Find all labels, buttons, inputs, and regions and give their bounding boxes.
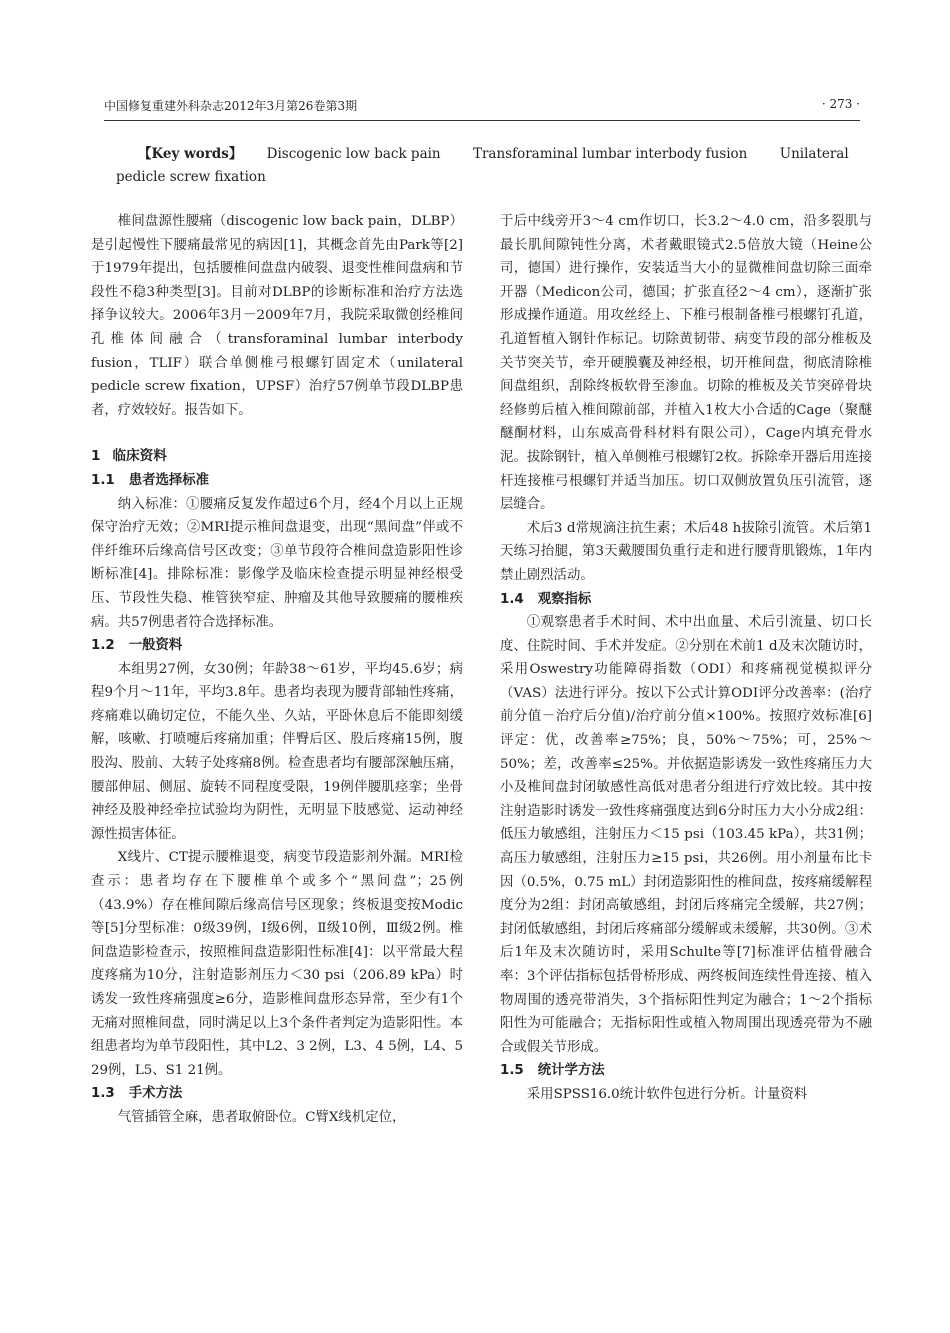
subsection-number: 1.2 (91, 638, 115, 654)
section-title: 临床资料 (112, 448, 167, 465)
body-paragraph: 纳入标准：①腰痛反复发作超过6个月，经4个月以上正规保守治疗无效；②MRI提示椎间盘退变，出现“黑间盘”伴或不伴纤维环后缘高信号区改变；③单节段符合椎间盘造影阳性诊断标准[4]。排除标准：影像学及临床检查提示明显神经根受压、节段性失稳、椎管狭窄症、肿瘤及其他导致腰痛的腰椎疾病。共57例患者符合选择标准。 (91, 496, 463, 630)
subsection-number: 1.1 (91, 472, 115, 488)
running-header (104, 97, 860, 117)
subsection-number: 1.5 (500, 1063, 524, 1079)
subsection-heading (91, 1082, 463, 1106)
subsection-heading (500, 588, 872, 612)
subsection-title: 一般资料 (128, 637, 183, 654)
body-paragraph: X线片、CT提示腰椎退变，病变节段造影剂外漏。MRI检查示：患者均存在下腰椎单个或多个“黑间盘”；25例（43.9%）存在椎间隙后缘高信号区现象；终板退变按Modic等[5]分型标准：0级39例，Ⅰ级6例，Ⅱ级10例，Ⅲ级2例。椎间盘造影检查示，按照椎间盘造影阳性标准[4]：以平常最大程度疼痛为10分，注射造影剂压力＜30 psi（206.89 kPa）时诱发一致性疼痛强度≥6分，造影椎间盘形态异常，至少有1个无痛对照椎间盘，同时满足以上3个条件者判定为造影阳性。本组患者均为单节段阳性，其中L2、3 2例，L3、4 5例，L4、5 29例，L5、S1 21例。 (91, 850, 463, 1078)
subsection-title: 统计学方法 (537, 1062, 605, 1079)
subsection-number: 1.4 (500, 591, 524, 607)
keyword-item: Unilateral pedicle screw fixation (116, 146, 849, 185)
subsection-heading (500, 1059, 872, 1083)
page-number: · 273 · (821, 97, 860, 111)
body-paragraph: 本组男27例，女30例；年龄38～61岁，平均45.6岁；病程9个月～11年，平均3.8年。患者均表现为腰背部轴性疼痛，疼痛难以确切定位，不能久坐、久站，平卧休息后不能即刻缓解，咳嗽、打喷嚏后疼痛加重；伴臀后区、股后疼痛15例，腹股沟、股前、大转子处疼痛8例。检查患者均有腰部深触压痛，腰部伸屈、侧屈、旋转不同程度受限，19例伴腰肌痉挛；坐骨神经及股神经牵拉试验均为阴性，无明显下肢感觉、运动神经源性损害体征。 (91, 661, 463, 842)
subsection-heading (91, 634, 463, 658)
left-column (91, 210, 463, 1130)
subsection-title: 观察指标 (537, 590, 592, 607)
subsection-heading (91, 469, 463, 493)
body-paragraph: 术后3 d常规滴注抗生素；术后48 h拔除引流管。术后第1天练习抬腿，第3天戴腰围负重行走和进行腰背肌锻炼，1年内禁止剧烈活动。 (500, 520, 872, 583)
subsection-title: 患者选择标准 (128, 471, 210, 488)
body-paragraph: 于后中线旁开3～4 cm作切口，长3.2～4.0 cm，沿多裂肌与最长肌间隙钝性分离，术者戴眼镜式2.5倍放大镜（Heine公司，德国）进行操作，安装适当大小的显微椎间盘切除三面牵开器（Medicon公司，德国；扩张直径2～4 cm），逐渐扩张形成操作通道。用攻丝经上、下椎弓根制备椎弓根螺钉孔道，孔道暂植入钢针作标记。切除黄韧带、病变节段的部分椎板及关节突关节，牵开硬膜囊及神经根，切开椎间盘，彻底清除椎间盘组织，刮除终板软骨至渗血。切除的椎板及关节突碎骨块经修剪后植入椎间隙前部，并植入1枚大小合适的Cage（聚醚醚酮材料，山东威高骨科材料有限公司），Cage内填充骨水泥。拔除钢针，植入单侧椎弓根螺钉2枚。拆除牵开器后用连接杆连接椎弓根螺钉并适当加压。切口双侧放置负压引流管，逐层缝合。 (500, 214, 872, 513)
intro-paragraph: 椎间盘源性腰痛（discogenic low back pain，DLBP）是引起慢性下腰痛最常见的病因[1]，其概念首先由Park等[2]于1979年提出，包括腰椎间盘盘内破裂、退变性椎间盘病和节段性不稳3种类型[3]。目前对DLBP的诊断标准和治疗方法选择争议较大。2006年3月－2009年7月，我院采取微创经椎间孔椎体间融合（transforaminal lumbar interbody fusion，TLIF）联合单侧椎弓根螺钉固定术（unilateral pedicle screw fixation，UPSF）治疗57例单节段DLBP患者，疗效较好。报告如下。 (91, 214, 463, 418)
keyword-item: Discogenic low back pain (266, 146, 441, 162)
header-rule (104, 120, 860, 121)
journal-title: 中国修复重建外科杂志2012年3月第26卷第3期 (104, 99, 358, 113)
body-paragraph: 采用SPSS16.0统计软件包进行分析。计量资料 (526, 1086, 808, 1102)
keyword-item: Transforaminal lumbar interbody fusion (472, 146, 748, 162)
section-heading (91, 445, 463, 469)
keywords-block (116, 143, 856, 189)
body-paragraph: 气管插管全麻，患者取俯卧位。C臂X线机定位， (117, 1109, 406, 1125)
keywords-label: 【Key words】 (138, 146, 243, 162)
section-number: 1 (91, 448, 101, 465)
right-column (500, 210, 872, 1107)
subsection-number: 1.3 (91, 1086, 115, 1102)
subsection-title: 手术方法 (128, 1085, 183, 1102)
body-paragraph: ①观察患者手术时间、术中出血量、术后引流量、切口长度、住院时间、手术并发症。②分别在术前1 d及末次随访时，采用Oswestry功能障碍指数（ODI）和疼痛视觉模拟评分（VAS）法进行评分。按以下公式计算ODI评分改善率：(治疗前分值－治疗后分值)/治疗前分值×100%。按照疗效标准[6]评定：优，改善率≥75%；良，50%～75%；可，25%～50%；差，改善率≤25%。并依据造影诱发一致性疼痛压力大小及椎间盘封闭敏感性高低对患者分组进行疗效比较。其中按注射造影时诱发一致性疼痛强度达到6分时压力大小分成2组：低压力敏感组，注射压力＜15 psi（103.45 kPa），共31例；高压力敏感组，注射压力≥15 psi，共26例。用小剂量布比卡因（0.5%，0.75 mL）封闭造影阳性的椎间盘，按疼痛缓解程度分为2组：封闭高敏感组，封闭后疼痛完全缓解，共27例；封闭低敏感组，封闭后疼痛部分缓解或未缓解，共30例。③术后1年及末次随访时，采用Schulte等[7]标准评估植骨融合率：3个评估指标包括骨桥形成、两终板间连续性骨连接、植入物周围的透亮带消失，3个指标阳性判定为融合；1～2个指标阳性为可能融合；无指标阳性或植入物周围出现透亮带为不融合或假关节形成。 (500, 615, 872, 1055)
